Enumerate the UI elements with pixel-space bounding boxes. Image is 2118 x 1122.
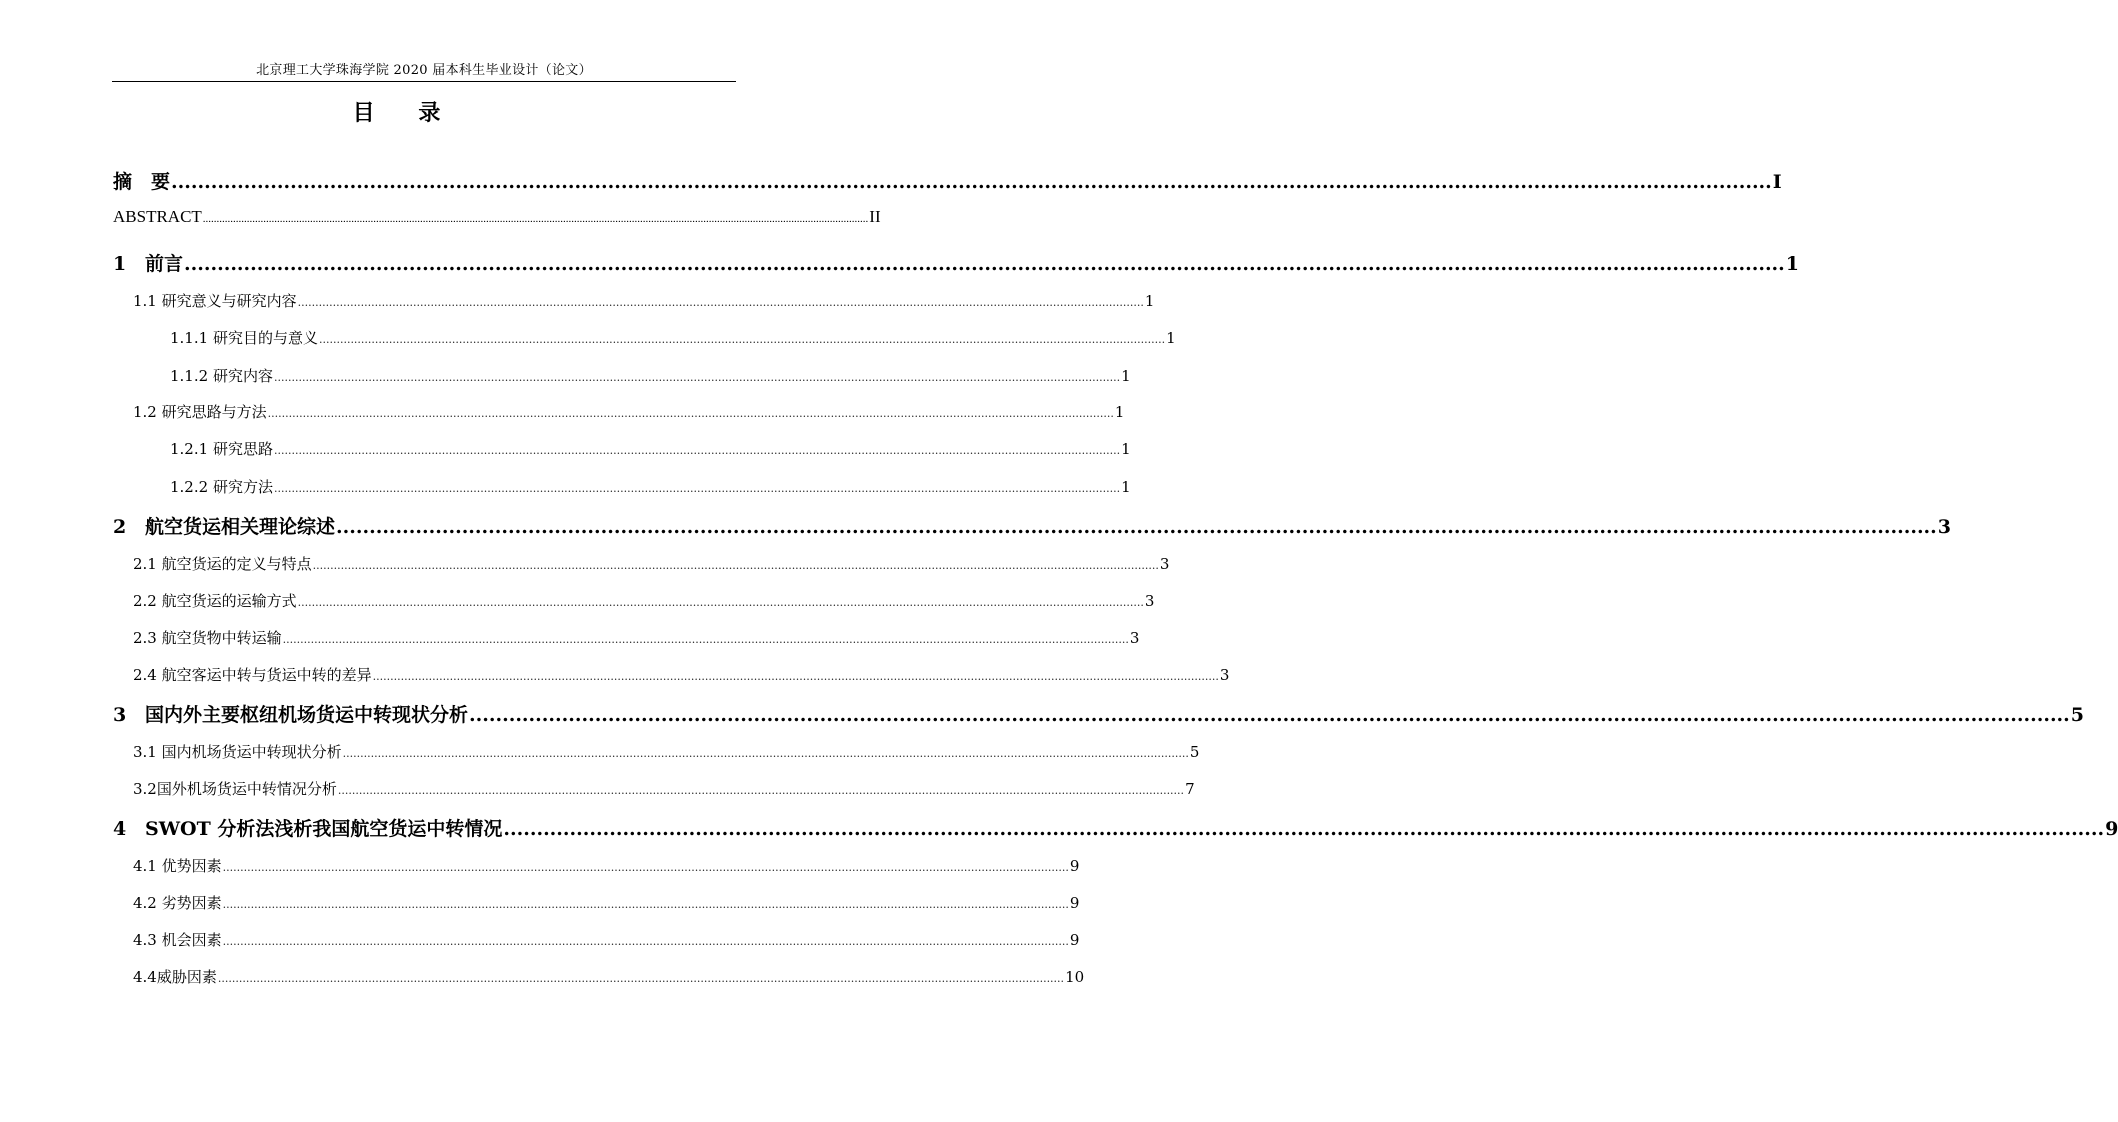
toc-number: 4.1 <box>133 857 157 875</box>
toc-label: 前言 <box>145 253 184 275</box>
toc-leader: .................................................................................................................................................................................................................................................. <box>297 596 1144 609</box>
toc-page-number: II <box>869 207 881 226</box>
toc-entry-4-4[interactable] <box>133 966 1085 987</box>
toc-page-number: 1 <box>1166 329 1176 347</box>
toc-label: 航空货运的定义与特点 <box>161 555 312 573</box>
toc-page-number: 3 <box>1129 629 1140 647</box>
toc-entry-2-2[interactable] <box>133 590 1155 611</box>
toc-leader: .................................................................................................................................................................................................................................................. <box>503 818 2105 840</box>
toc-label: 国内外主要枢纽机场货运中转现状分析 <box>145 704 469 726</box>
toc-number: 1 <box>113 253 127 275</box>
toc-page-number: 1 <box>1121 440 1131 458</box>
toc-page-number: 9 <box>1069 857 1080 875</box>
toc-leader: .................................................................................................................................................................................................................................................. <box>372 670 1219 683</box>
toc-number: 1.1 <box>133 292 157 310</box>
toc-page-number: 1 <box>1144 292 1155 310</box>
toc-page-number: 1 <box>1121 367 1131 385</box>
toc-entry-1-2-1[interactable] <box>170 438 1131 459</box>
toc-number: 1.2.2 <box>170 478 209 496</box>
toc-number: 1.1.2 <box>170 367 209 385</box>
toc-page-number: 9 <box>2105 818 2118 840</box>
toc-page-number: 9 <box>1069 894 1080 912</box>
toc-page-number: 5 <box>2070 704 2085 726</box>
toc-entry-2-3[interactable] <box>133 627 1140 648</box>
toc-label: 摘 要 <box>113 171 171 193</box>
toc-page-number: 3 <box>1219 666 1230 684</box>
toc-number: 3.2 <box>133 780 157 798</box>
toc-entry-3-2[interactable] <box>133 778 1195 799</box>
toc-number: 4.4 <box>133 968 157 986</box>
toc-label: 研究内容 <box>212 367 273 385</box>
toc-number: 2 <box>113 516 127 538</box>
toc-entry-chapter-2[interactable] <box>113 512 1952 539</box>
toc-number: 2.2 <box>133 592 157 610</box>
toc-leader: .................................................................................................................................................................................................................................................. <box>336 516 1937 538</box>
toc-entry-1-1-1[interactable] <box>170 327 1176 348</box>
toc-entry-1-2[interactable] <box>133 401 1125 422</box>
toc-entry-1-1[interactable] <box>133 290 1155 311</box>
toc-leader: .................................................................................................................................................................................................................................................. <box>337 784 1185 797</box>
toc-leader: .................................................................................................................................................................................................................................................. <box>217 972 1065 985</box>
toc-label: 航空客运中转与货运中转的差异 <box>161 666 372 684</box>
toc-entry-abstract-cn[interactable] <box>113 167 1782 194</box>
toc-entry-3-1[interactable] <box>133 741 1200 762</box>
toc-label: 航空货运相关理论综述 <box>145 516 336 538</box>
toc-page-number: 3 <box>1144 592 1155 610</box>
toc-page-number: I <box>1772 171 1782 193</box>
toc-label: 国外机场货运中转情况分析 <box>156 780 337 798</box>
toc-leader: .................................................................................................................................................................................................................................................. <box>273 444 1121 457</box>
toc-leader: .................................................................................................................................................................................................................................................. <box>312 559 1159 572</box>
toc-leader: .................................................................................................................................................................................................................................................. <box>469 704 2070 726</box>
toc-label: 研究思路 <box>212 440 273 458</box>
toc-number: 2.4 <box>133 666 157 684</box>
toc-entry-2-1[interactable] <box>133 553 1170 574</box>
toc-page-number: 1 <box>1785 253 1800 275</box>
toc-label: 研究思路与方法 <box>161 403 267 421</box>
toc-entry-chapter-3[interactable] <box>113 700 2085 727</box>
toc-number: 2.3 <box>133 629 157 647</box>
toc-entry-2-4[interactable] <box>133 664 1230 685</box>
toc-leader: .................................................................................................................................................................................................................................................. <box>318 333 1166 346</box>
toc-leader: .................................................................................................................................................................................................................................................. <box>273 371 1121 384</box>
toc-page-number: 10 <box>1065 968 1085 986</box>
toc-label: ABSTRACT <box>113 207 202 226</box>
toc-label: 国内机场货运中转现状分析 <box>161 743 342 761</box>
toc-number: 1.2 <box>133 403 157 421</box>
toc-page-number: 3 <box>1937 516 1952 538</box>
toc-entry-chapter-4[interactable] <box>113 814 2118 841</box>
toc-label: 研究方法 <box>212 478 273 496</box>
toc-label: 劣势因素 <box>161 894 222 912</box>
toc-label: 航空货物中转运输 <box>161 629 282 647</box>
toc-leader: .................................................................................................................................................................................................................................................. <box>202 213 869 225</box>
toc-label: 优势因素 <box>161 857 222 875</box>
toc-leader: .................................................................................................................................................................................................................................................. <box>222 898 1069 911</box>
toc-label: SWOT 分析法浅析我国航空货运中转情况 <box>145 818 503 840</box>
toc-page-number: 1 <box>1114 403 1125 421</box>
running-header: 北京理工大学珠海学院 2020 届本科生毕业设计（论文） <box>256 63 592 78</box>
toc-entry-abstract-en[interactable] <box>113 207 881 227</box>
toc-number: 1.2.1 <box>170 440 209 458</box>
toc-leader: .................................................................................................................................................................................................................................................. <box>273 482 1121 495</box>
page-title: 目 录 <box>352 100 459 126</box>
toc-leader: .................................................................................................................................................................................................................................................. <box>282 633 1129 646</box>
toc-number: 3.1 <box>133 743 157 761</box>
toc-number: 4.3 <box>133 931 157 949</box>
toc-leader: .................................................................................................................................................................................................................................................. <box>297 296 1144 309</box>
toc-label: 研究目的与意义 <box>212 329 318 347</box>
toc-page-number: 1 <box>1121 478 1131 496</box>
toc-page-number: 7 <box>1185 780 1195 798</box>
toc-leader: .................................................................................................................................................................................................................................................. <box>222 861 1069 874</box>
toc-entry-4-2[interactable] <box>133 892 1080 913</box>
toc-entry-1-2-2[interactable] <box>170 476 1131 497</box>
toc-leader: .................................................................................................................................................................................................................................................. <box>171 171 1772 193</box>
toc-entry-1-1-2[interactable] <box>170 365 1131 386</box>
toc-label: 研究意义与研究内容 <box>161 292 297 310</box>
toc-entry-chapter-1[interactable] <box>113 249 1800 276</box>
toc-leader: .................................................................................................................................................................................................................................................. <box>342 747 1189 760</box>
toc-number: 2.1 <box>133 555 157 573</box>
toc-label: 机会因素 <box>161 931 222 949</box>
toc-page-number: 5 <box>1189 743 1200 761</box>
toc-leader: .................................................................................................................................................................................................................................................. <box>222 935 1069 948</box>
toc-label: 航空货运的运输方式 <box>161 592 297 610</box>
toc-number: 4 <box>113 818 127 840</box>
toc-number: 1.1.1 <box>170 329 209 347</box>
toc-entry-4-1[interactable] <box>133 855 1080 876</box>
toc-page-number: 3 <box>1159 555 1170 573</box>
toc-leader: .................................................................................................................................................................................................................................................. <box>267 407 1114 420</box>
toc-entry-4-3[interactable] <box>133 929 1080 950</box>
toc-page-number: 9 <box>1069 931 1080 949</box>
toc-label: 威胁因素 <box>156 968 217 986</box>
toc-number: 3 <box>113 704 127 726</box>
toc-number: 4.2 <box>133 894 157 912</box>
toc-leader: .................................................................................................................................................................................................................................................. <box>184 253 1785 275</box>
